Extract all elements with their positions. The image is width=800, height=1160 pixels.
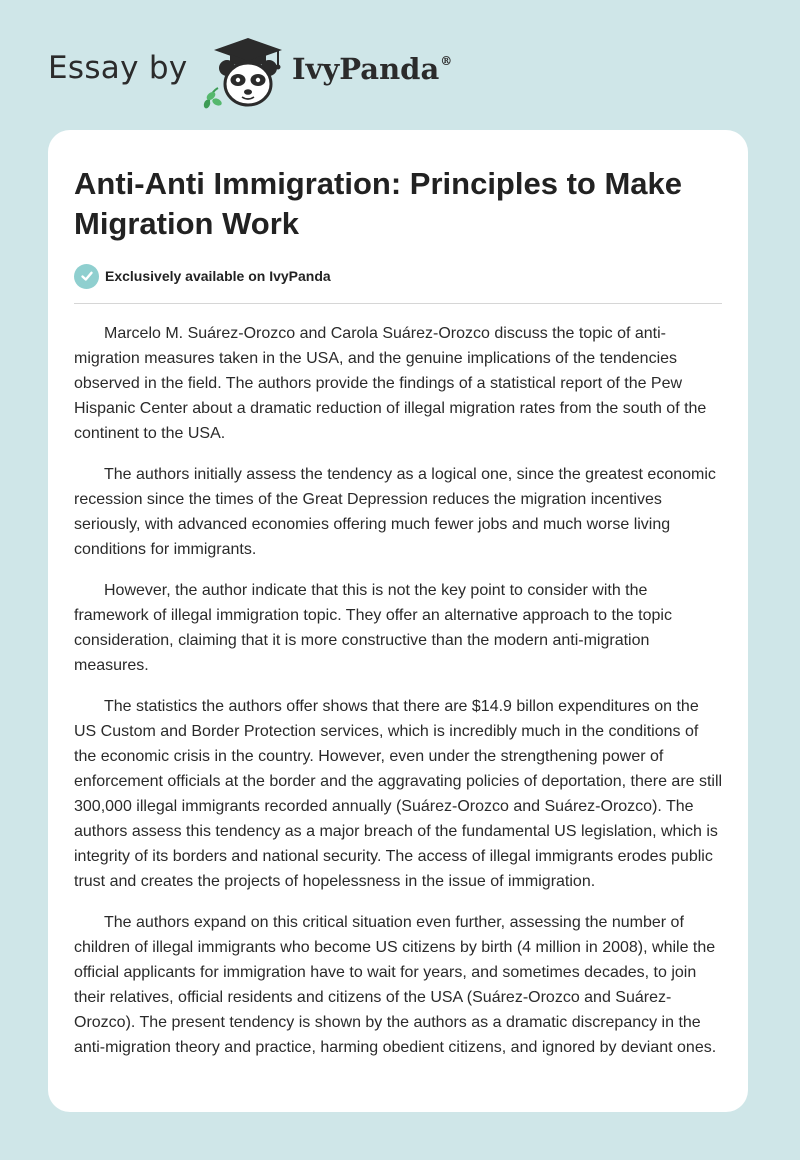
essay-card	[48, 130, 748, 1112]
divider	[74, 303, 722, 304]
essay-title: Anti-Anti Immigration: Principles to Make Migration Work	[74, 166, 682, 241]
site-header	[0, 0, 800, 130]
paragraph: The authors expand on this critical situation even further, assessing the number of children of illegal immigrants who become US citizens by birth (4 million in 2008), while the official applicants for immigration have to wait for years, and sometimes decades, to join their relatives, official residents and citizens of the USA (Suárez-Orozco and Suárez-Orozco). The present tendency is shown by the authors as a dramatic discrepancy in the anti-migration theory and practice, harming obedient citizens, and ignored by deviant ones.	[74, 914, 717, 1056]
exclusive-badge	[74, 263, 331, 289]
registered-mark: ®	[440, 54, 453, 68]
paragraph: Marcelo M. Suárez-Orozco and Carola Suárez-Orozco discuss the topic of anti-migration measures taken in the USA, and the genuine implications of the tendencies observed in the field. The authors provide the findings of a statistical report of the Pew Hispanic Center about a dramatic reduction of illegal migration rates from the south of the continent to the USA.	[74, 325, 707, 442]
essay-by-label: Essay by	[48, 50, 188, 86]
essay-body	[74, 321, 724, 1076]
exclusive-label: Exclusively available on IvyPanda	[105, 268, 331, 284]
paragraph: The authors initially assess the tendency as a logical one, since the greatest economic recession since the times of the Great Depression reduces the migration incentives seriously, with advanced economies offering much fewer jobs and much worse living conditions for immigrants.	[74, 466, 716, 558]
paragraph: However, the author indicate that this is not the key point to consider with the framework of illegal immigration topic. They offer an alternative approach to the topic consideration, claiming that it is more constructive than the modern anti-migration measures.	[74, 582, 672, 674]
check-icon	[74, 264, 99, 289]
paragraph: The statistics the authors offer shows that there are $14.9 billon expenditures on the US Custom and Border Protection services, which is incredibly much in the conditions of the economic crisis in the country. However, even under the strengthening power of enforcement officials at the border and the aggravating policies of deportation, there are still 300,000 illegal immigrants recorded annually (Suárez-Orozco and Suárez-Orozco). The authors assess this tendency as a major breach of the fundamental US legislation, which is integrity of its borders and national security. The access of illegal immigrants erodes public trust and creates the projects of hopelessness in the issue of immigration.	[74, 698, 723, 890]
panda-graduate-logo-icon[interactable]	[200, 36, 296, 110]
ivypanda-brand-name[interactable]: IvyPanda®	[292, 52, 453, 86]
